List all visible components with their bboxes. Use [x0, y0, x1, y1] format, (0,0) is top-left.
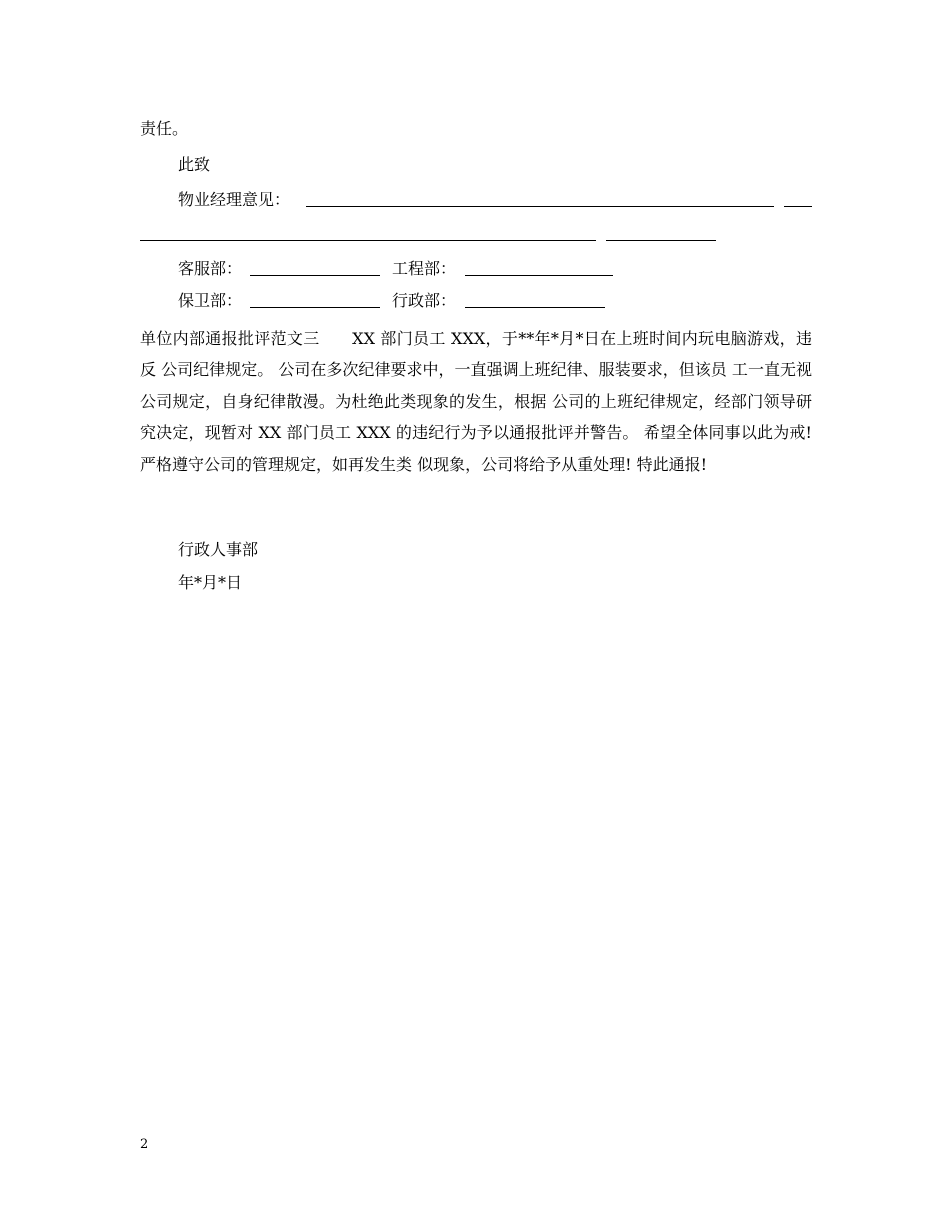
engineering-blank — [465, 275, 613, 276]
customer-service-blank — [250, 275, 380, 276]
engineering-label: 工程部： — [392, 259, 457, 278]
signature-department: 行政人事部 — [178, 540, 259, 559]
opinion-blank-line — [784, 206, 812, 207]
administration-label: 行政部： — [392, 291, 457, 310]
page-number: 2 — [140, 1137, 149, 1152]
signature-date: 年*月*日 — [178, 573, 243, 592]
responsibility-line: 责任。 — [140, 119, 189, 138]
manager-opinion-label: 物业经理意见： — [178, 190, 291, 209]
opinion-blank-line — [140, 240, 596, 241]
security-label: 保卫部： — [178, 291, 243, 310]
opinion-blank-line — [606, 240, 716, 241]
opinion-blank-line — [306, 206, 774, 207]
security-blank — [250, 307, 380, 308]
customer-service-label: 客服部： — [178, 259, 243, 278]
administration-blank — [465, 307, 605, 308]
salutation-line: 此致 — [178, 155, 211, 174]
notice-paragraph: 单位内部通报批评范文三 XX 部门员工 XXX，于**年*月*日在上班时间内玩电脑游戏，违反 公司纪律规定。 公司在多次纪律要求中，一直强调上班纪律、服装要求，但该员 工一直无视公司规定，自身纪律散漫。为杜绝此类现象的发生，根据 公司的上班纪律规定，经部门领导研究决定，现暂对 XX 部门员工 XXX 的违纪行为予以通报批评并警告。 希望全体同事以此为戒!严格遵守公司的管理规定，如再发生类 似现象，公司将给予从重处理! 特此通报! — [140, 329, 812, 474]
